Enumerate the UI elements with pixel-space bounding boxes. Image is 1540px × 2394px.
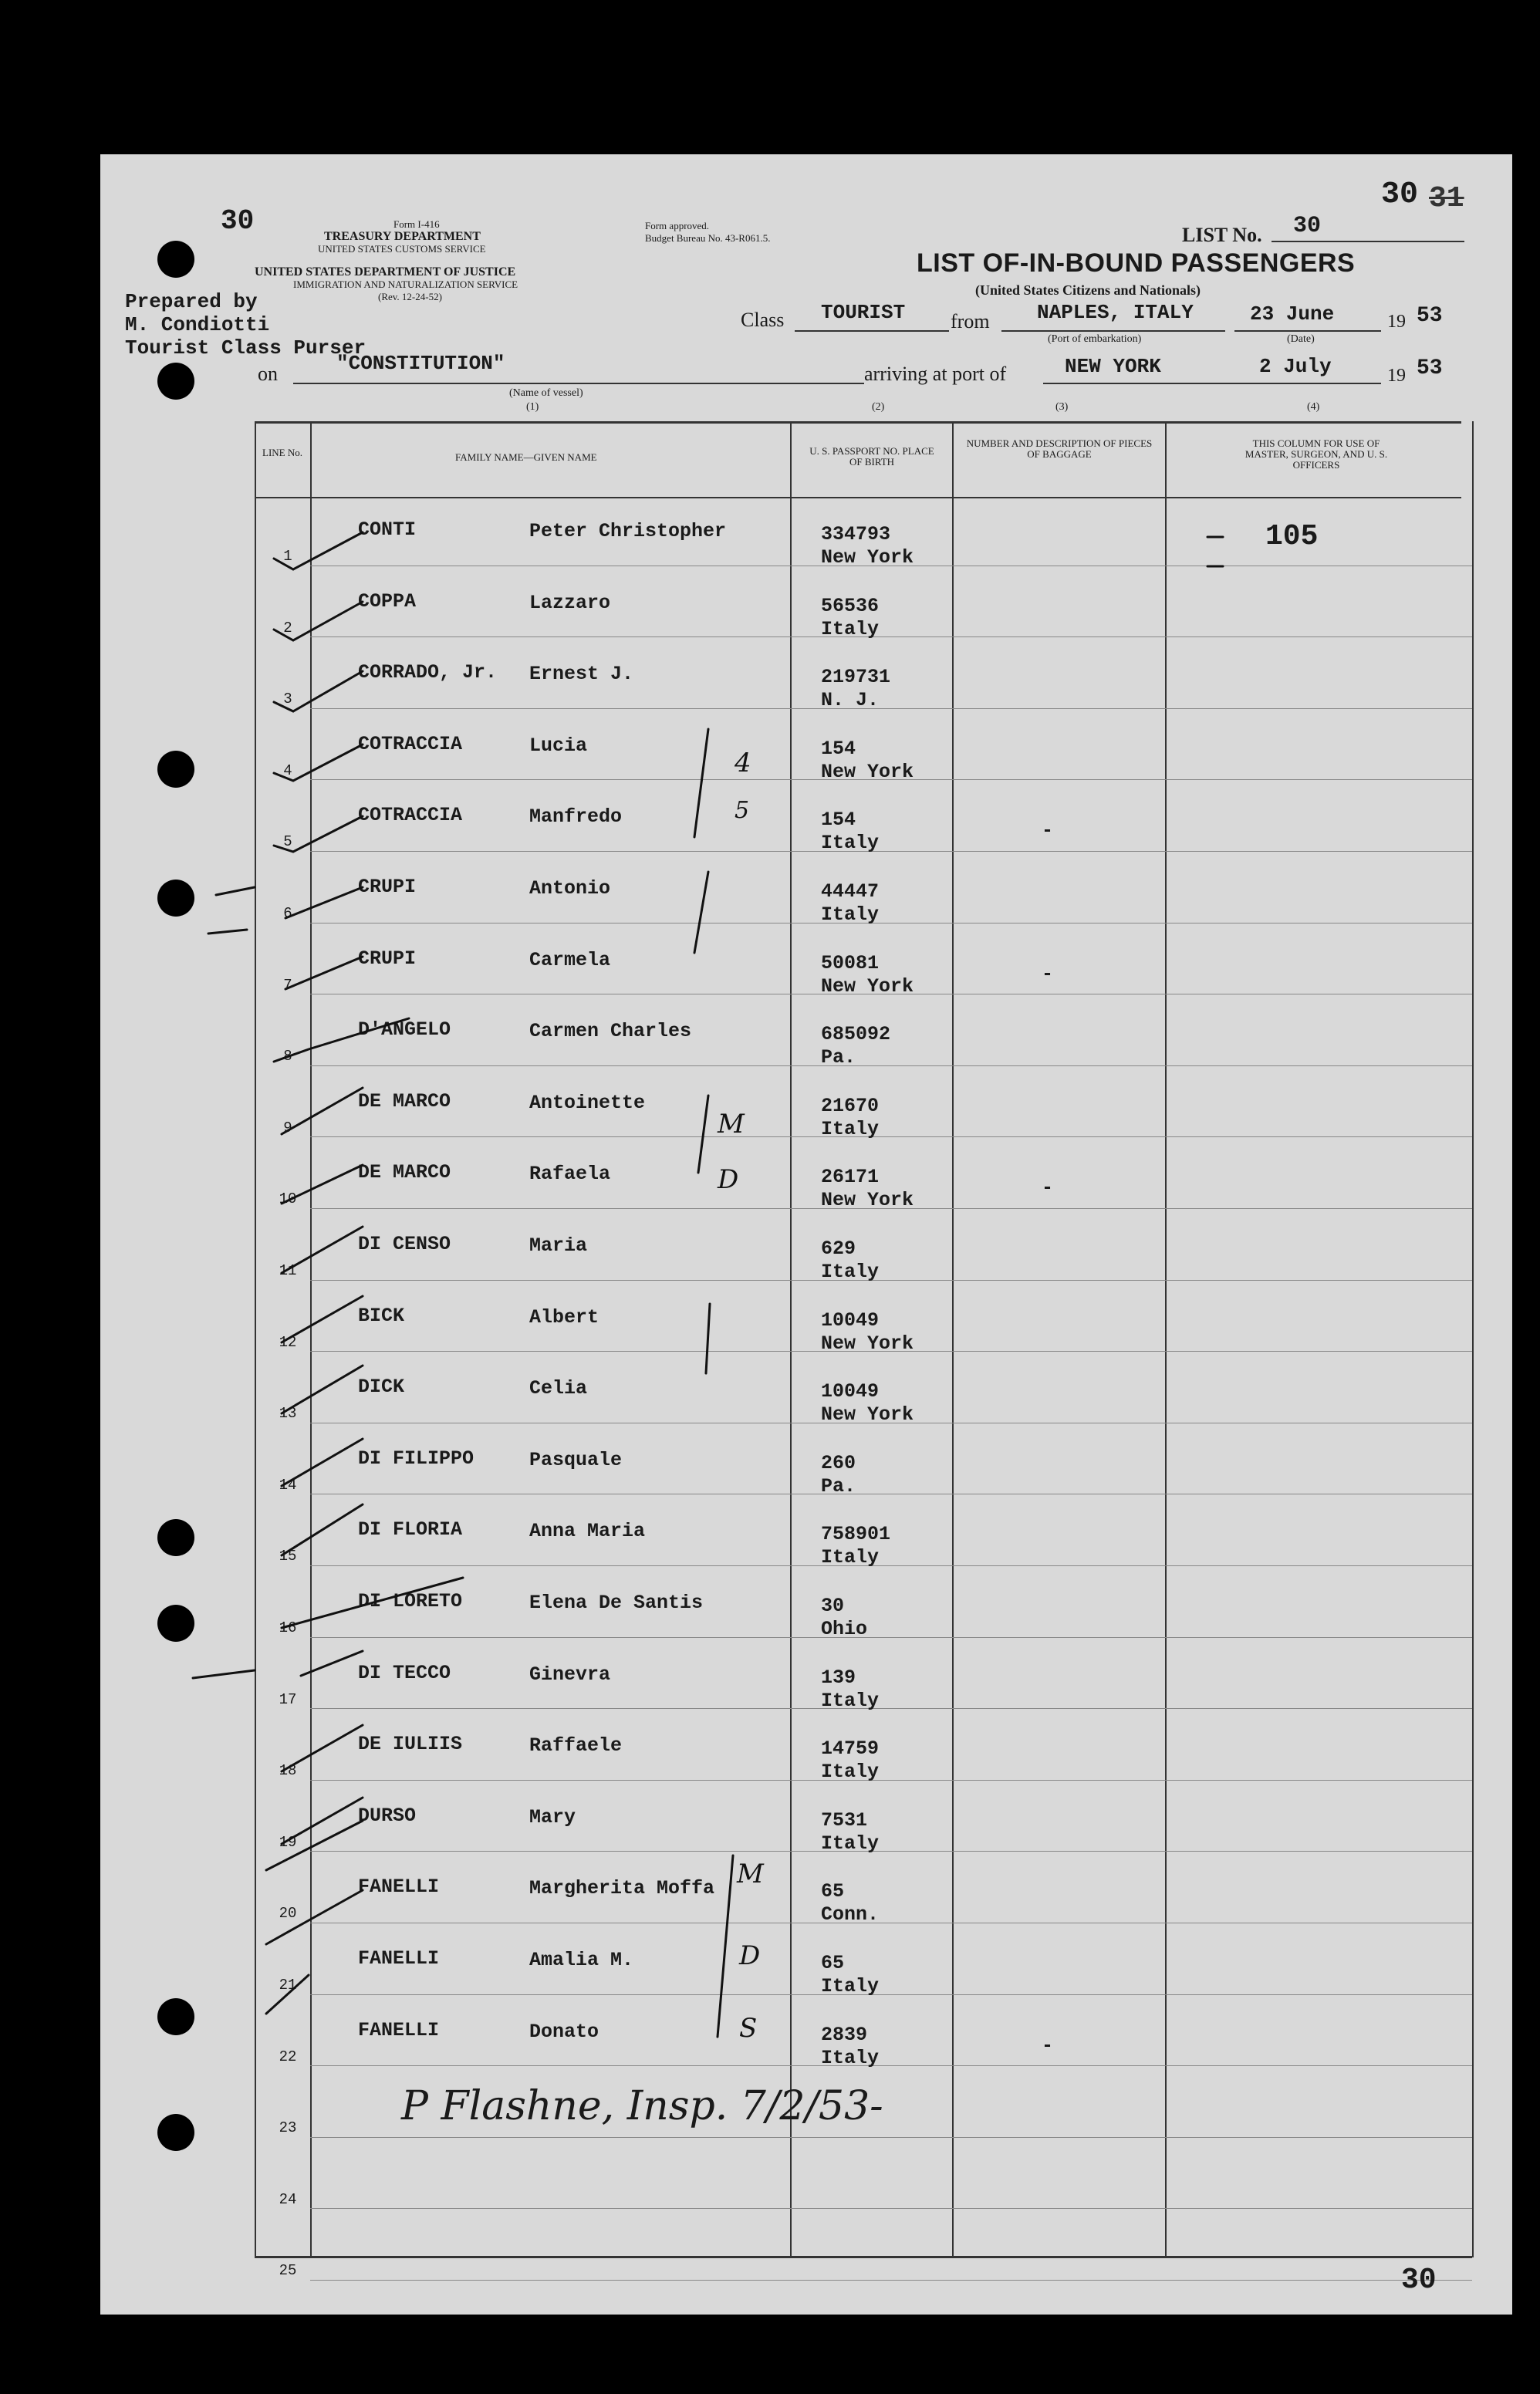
row-line-number: 11 [279,1262,297,1279]
row-given-name: Donato [529,2020,599,2043]
row-passport-no: 21670 [821,1094,880,1117]
row-line-number: 14 [279,1476,297,1494]
row-line-number: 2 [283,619,292,636]
row-family-name: COTRACCIA [358,732,463,755]
row-place-of-birth: Italy [821,2046,880,2069]
row-line-number: 1 [283,548,292,565]
class-value: TOURIST [821,301,906,324]
row-line-number: 25 [279,2262,297,2280]
class-label: Class [741,309,785,331]
row-place-of-birth: New York [821,1403,914,1427]
row-passport-no: 44447 [821,880,880,903]
row-line-number: 15 [279,1548,297,1565]
row-passport-no: 685092 [821,1023,891,1046]
row-line-number: 17 [279,1690,297,1708]
row-given-name: Lazzaro [529,591,611,614]
row-given-name: Carmela [529,948,611,971]
row-place-of-birth: Italy [821,1975,880,1997]
page-number-overwritten: 31 [1429,182,1464,215]
row-line-number: 16 [279,1619,297,1636]
page-number-top-right: 30 [1381,177,1419,212]
row-place-of-birth: Italy [821,617,880,640]
svg-text:M: M [737,1859,764,1889]
port-arrival: NEW YORK [1065,355,1161,378]
row-passport-no: 139 [821,1666,856,1689]
row-line-number: 4 [283,761,292,779]
row-line-number: 9 [283,1119,292,1136]
row-given-name: Albert [529,1305,599,1329]
row-given-name: Maria [529,1234,588,1257]
row-passport-no: 30 [821,1595,845,1617]
ins-service: IMMIGRATION AND NATURALIZATION SERVICE [293,279,518,290]
row-passport-no: 629 [821,1238,856,1260]
row-line-number: 6 [283,905,292,922]
svg-text:5: 5 [735,797,750,824]
page-subtitle: (United States Citizens and Nationals) [975,282,1201,298]
row-passport-no: 26171 [821,1166,880,1189]
row-family-name: DI FLORIA [358,1518,463,1541]
col-num-1: (1) [526,401,539,413]
on-label: on [258,363,278,385]
row-given-name: Margherita Moffa [529,1877,715,1900]
row-given-name: Amalia M. [529,1949,634,1971]
customs-service: UNITED STATES CUSTOMS SERVICE [318,243,486,255]
row-passport-no: 154 [821,809,856,832]
row-given-name: Ernest J. [529,663,634,686]
arriving-label: arriving at port of [864,363,1007,385]
list-no-label: LIST No. [1182,224,1262,246]
row-place-of-birth: Ohio [821,1618,868,1640]
svg-text:D: D [739,1940,761,1971]
page-number-top-left: 30 [221,205,255,237]
row-place-of-birth: Italy [821,1546,880,1569]
form-approved: Form approved. [645,220,710,231]
row-place-of-birth: New York [821,974,914,998]
row-given-name: Pasquale [529,1448,623,1471]
row-place-of-birth: N. J. [821,689,880,712]
svg-text:4: 4 [735,748,751,778]
row-given-name: Celia [529,1377,588,1400]
row-given-name: Elena De Santis [529,1592,704,1614]
svg-text:S: S [739,2013,758,2044]
row-passport-no: 10049 [821,1308,880,1332]
row-line-number: 7 [283,976,292,994]
row-given-name: Lucia [529,734,588,757]
row-given-name: Peter Christopher [529,520,727,542]
row-line-number: 24 [279,2190,297,2208]
col-num-2: (2) [872,401,885,413]
row-place-of-birth: New York [821,1332,914,1355]
prepared-by-2: M. Condiotti [125,313,270,336]
row-baggage: - [1042,962,1054,985]
row-line-number: 21 [279,1977,297,1994]
row-given-name: Carmen Charles [529,1020,692,1043]
row-family-name: COPPA [358,589,417,613]
row-passport-no: 65 [821,1880,845,1903]
row-family-name: COTRACCIA [358,804,463,827]
form-number: Form I-416 [393,218,440,230]
row-line-number: 13 [279,1405,297,1423]
th-passport: U. S. PASSPORT NO. PLACE OF BIRTH [809,445,934,468]
row-passport-no: 14759 [821,1737,880,1761]
row-family-name: DI LORETO [358,1590,463,1612]
row-family-name: BICK [358,1304,405,1327]
th-name: FAMILY NAME—GIVEN NAME [455,451,597,463]
from-label: from [951,310,990,333]
row-baggage: - [1042,2034,1054,2057]
row-passport-no: 2839 [821,2023,868,2046]
row-line-number: 22 [279,2048,297,2065]
row-place-of-birth: New York [821,760,914,783]
embark-caption: (Port of embarkation) [1048,333,1142,345]
year-prefix-arrive: 19 [1387,366,1406,386]
row-place-of-birth: Pa. [821,1474,856,1498]
row-family-name: DICK [358,1376,405,1399]
svg-text:D: D [718,1164,739,1195]
row-place-of-birth: Conn. [821,1903,880,1926]
row-passport-no: 50081 [821,951,880,974]
row-place-of-birth: Italy [821,1689,880,1712]
row-passport-no: 154 [821,737,856,760]
row-family-name: DE IULIIS [358,1733,463,1756]
row-family-name: D'ANGELO [358,1018,451,1042]
row-line-number: 3 [283,691,292,708]
th-officers: THIS COLUMN FOR USE OF MASTER, SURGEON, AND U. S. OFFICERS [1244,437,1388,471]
row-passport-no: 219731 [821,666,891,689]
row-family-name: DI FILIPPO [358,1447,474,1470]
port-embarkation: NAPLES, ITALY [1037,301,1194,324]
treasury-dept: TREASURY DEPARTMENT [324,230,481,243]
row-given-name: Ginevra [529,1663,611,1686]
row-given-name: Antonio [529,877,611,900]
year-depart: 53 [1417,304,1443,328]
row-place-of-birth: Italy [821,1261,880,1283]
row-family-name: CRUPI [358,876,417,898]
row-line-number: 8 [283,1048,292,1065]
row-given-name: Manfredo [529,805,623,829]
row-place-of-birth: Italy [821,903,880,926]
row-family-name: DURSO [358,1804,417,1827]
row-line-number: 20 [279,1905,297,1923]
row-family-name: CONTI [358,518,417,541]
row-passport-no: 10049 [821,1380,880,1403]
row-line-number: 18 [279,1762,297,1780]
date-arrive: 2 July [1259,355,1332,378]
row-family-name: FANELLI [358,2018,440,2041]
row-family-name: DE MARCO [358,1161,451,1184]
row-line-number: 5 [283,833,292,851]
row-given-name: Anna Maria [529,1520,646,1543]
list-no-value: 30 [1293,213,1322,239]
th-line-no: LINE No. [262,447,302,458]
col-num-4: (4) [1307,401,1320,413]
row-line-number: 12 [279,1333,297,1351]
row-baggage: - [1042,819,1054,842]
row-place-of-birth: Italy [821,832,880,855]
row-family-name: CRUPI [358,947,417,970]
row-place-of-birth: Italy [821,1761,880,1784]
row-place-of-birth: Pa. [821,1046,856,1069]
row-place-of-birth: Italy [821,1832,880,1855]
prepared-by-1: Prepared by [125,290,258,313]
row-baggage: - [1042,1177,1054,1200]
date-caption: (Date) [1287,333,1315,345]
row-family-name: DI TECCO [358,1661,451,1684]
row-passport-no: 65 [821,1952,845,1974]
row-line-number: 10 [279,1190,297,1208]
row-place-of-birth: New York [821,546,914,569]
row-given-name: Mary [529,1805,576,1828]
row-family-name: DI CENSO [358,1233,451,1255]
row-family-name: DE MARCO [358,1089,451,1113]
footer-page-number: 30 [1401,2264,1437,2297]
justice-dept: UNITED STATES DEPARTMENT OF JUSTICE [255,265,516,279]
page-title: LIST OF-IN-BOUND PASSENGERS [917,248,1356,278]
row-passport-no: 260 [821,1451,856,1474]
row-officer-note: 105 [1265,520,1319,553]
th-baggage: NUMBER AND DESCRIPTION OF PIECES OF BAGGAGE [966,437,1153,460]
row-place-of-birth: New York [821,1189,914,1212]
year-arrive: 53 [1417,356,1443,380]
row-given-name: Rafaela [529,1163,611,1186]
prepared-by-3: Tourist Class Purser [125,336,366,360]
svg-text:M: M [718,1109,745,1140]
row-place-of-birth: Italy [821,1117,880,1140]
row-passport-no: 334793 [821,523,891,545]
vessel-name: "CONSTITUTION" [336,352,505,375]
vessel-caption: (Name of vessel) [509,387,583,399]
row-family-name: FANELLI [358,1876,440,1899]
year-prefix-depart: 19 [1387,312,1406,332]
col-num-3: (3) [1055,401,1069,413]
row-passport-no: 56536 [821,594,880,617]
date-depart: 23 June [1250,302,1335,326]
row-given-name: Raffaele [529,1734,623,1758]
row-passport-no: 7531 [821,1808,868,1832]
row-line-number: 23 [279,2119,297,2137]
row-family-name: FANELLI [358,1947,440,1970]
inspector-signature: P Flashne, Insp. 7/2/53- [401,2083,883,2129]
budget-bureau: Budget Bureau No. 43-R061.5. [645,232,771,244]
row-line-number: 19 [279,1833,297,1851]
row-passport-no: 758901 [821,1523,891,1546]
row-family-name: CORRADO, Jr. [358,661,498,684]
form-revision: (Rev. 12-24-52) [378,291,442,302]
row-given-name: Antoinette [529,1091,646,1114]
